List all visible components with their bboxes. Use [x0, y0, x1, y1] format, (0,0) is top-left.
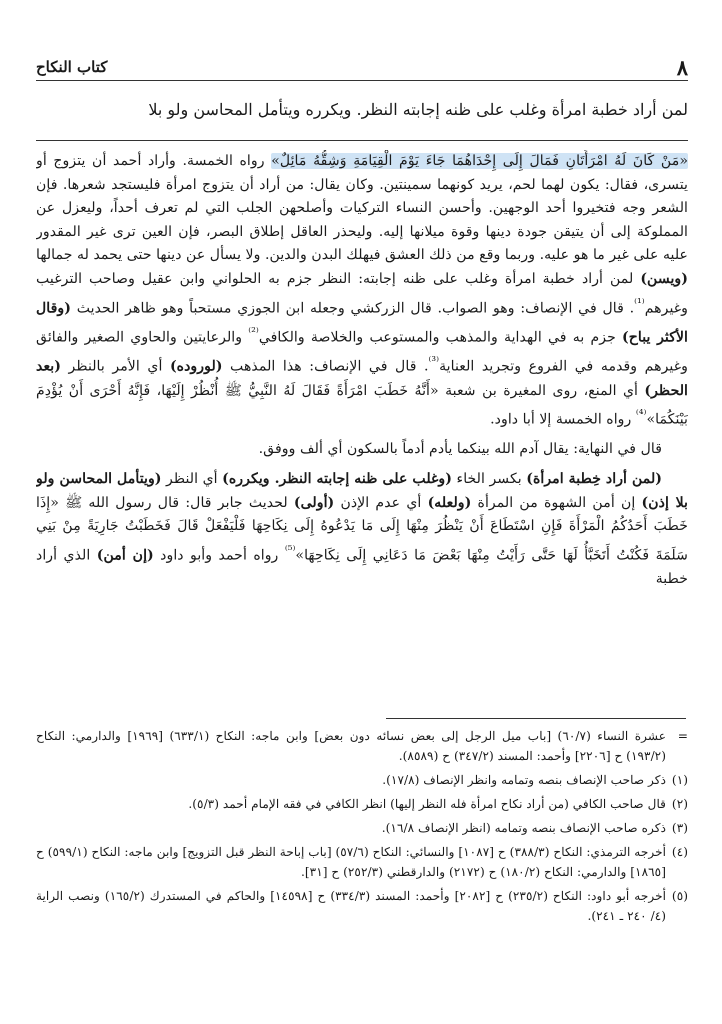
text-run: إن أمن الشهوة من المرأة — [471, 494, 642, 511]
text-run: جزم به في الهداية والمذهب والمستوعب والخلاصة والكافي — [258, 329, 623, 346]
bold-run: (ويتأمل المحاسن ولو بلا إذن) — [36, 471, 688, 511]
highlighted-hadith[interactable]: «مَنْ كَانَ لَهُ امْرَأَتَانِ فَمَالَ إِلَى إِحْدَاهُمَا جَاءَ يَوْمَ الْقِيَامَةِ وَشِقُّهُ مَائِلٌ» — [271, 153, 688, 169]
text-run: رواه أحمد وأبو داود — [153, 547, 285, 564]
bold-run: (أولى) — [293, 494, 335, 511]
bold-run: (وغلب على ظنه إجابته النظر. ويكرره) — [222, 471, 452, 488]
text-run: أي الأمر بالنظر — [60, 358, 170, 375]
text-run: أي النظر — [161, 471, 223, 488]
footnote-mark: = — [677, 729, 688, 743]
text-run: لمن أراد خطبة امرأة وغلب على ظنه إجابته: النظر جزم به الحلواني وابن عقيل وصاحب الترغيب وغيرهم — [36, 270, 688, 317]
footnote-mark: (٢) — [671, 797, 688, 811]
footnote-ref: ⁽⁵⁾ — [284, 542, 296, 557]
text-run: . قال في الإنصاف: هذا المذهب — [222, 358, 429, 375]
page-header — [36, 54, 688, 80]
bold-run: (ولعله) — [427, 494, 472, 511]
text-run: والرعايتين والحاوي الصغير والفائق وغيرهم وقدمه في الفروع وتجريد العناية — [36, 329, 688, 375]
footnote-ref: ⁽⁴⁾ — [635, 407, 647, 422]
footnote-rule — [386, 718, 686, 719]
commentary-paragraph-1 — [36, 150, 688, 432]
text-run: رواه الخمسة. وأراد أحمد أن يتزوج أو يتسرى، فقال: يكون لهما لحم، يريد كونهما سمينتين. وكان يقال: من أراد أن يتزوج امرأة فليستجد شعرها. فإن الشعر وجه فتخيروا أحد الوجهين. وأحسن النساء التركيات وأصلحهن الجلب التي لم تعرف أحداً، وليعزل عن المملوكة إلى أن يتيقن جودة دينها وقوة ميلانها إليه. وليحذر العاقل إطلاق البصر، فإن العين ترى غير المقدور عليه على غير ما هو عليه. وربما وقع من ذلك العشق فيهلك البدن والدين. ولا يسأل عن دينها حتى يحمد له جمالها — [36, 153, 688, 264]
bold-run: (لمن أراد خِطبة امرأة) — [526, 471, 662, 488]
footnote — [36, 886, 688, 926]
footnote-text: ذكر صاحب الإنصاف بنصه وتمامه وانظر الإنصاف (١٧/٨). — [382, 773, 666, 787]
footnote-mark: (٥) — [671, 889, 688, 903]
page-number: ٨ — [676, 54, 688, 80]
bold-run: (وقال الأكثر يباح) — [36, 300, 688, 346]
text-run: . قال في الإنصاف: وهو الصواب. قال الزركشي وجعله ابن الجوزي مستحباً وهو ظاهر الحديث — [70, 300, 635, 317]
footnote-ref: ⁽³⁾ — [428, 354, 440, 369]
footnotes — [36, 726, 688, 1016]
text-run: الذي أراد خطبة — [36, 547, 688, 588]
text-run: بكسر الخاء — [452, 471, 527, 488]
text-run: أي عدم الإذن — [334, 494, 428, 511]
footnote-mark: (٤) — [671, 845, 688, 859]
text-run: رواه الخمسة إلا أبا داود. — [490, 411, 636, 428]
footnote-mark: (٣) — [671, 821, 688, 835]
footnote — [36, 794, 688, 814]
footnote-text: أخرجه أبو داود: النكاح (٢٣٥/٢) ح [٢٠٨٢] وأحمد: المسند (٣٣٤/٣) ح [١٤٥٩٨] والحاكم في المستدرك (١٦٥/٢) ونصب الراية (٤/ ٢٤٠ ـ ٢٤١). — [36, 889, 667, 923]
footnote — [36, 770, 688, 790]
footnote-text: ذكره صاحب الإنصاف بنصه وتمامه (انظر الإنصاف ١٦/٨). — [381, 821, 666, 835]
footnote-ref: ⁽¹⁾ — [634, 295, 645, 310]
bold-run: (بعد الحظر) — [36, 358, 688, 399]
text-run: لحديث جابر قال: قال رسول الله ﷺ «إِذَا خَطَبَ أَحَدُكُمُ الْمَرْأَةَ فَإِنِ اسْتَطَاعَ أَنْ يَنْظُرَ مِنْهَا إِلَى مَا يَدْعُوهُ إِلَى نِكَاحِهَا فَلْيَفْعَلْ قَالَ فَخَطَبْتُ جَارِيَةً مِنْ بَنِي سَلَمَةَ فَكُنْتُ أَتَخَبَّأُ لَهَا حَتَّى رَأَيْتُ مِنْهَا بَعْضَ مَا دَعَانِي إِلَى نِكَاحِهَا» — [36, 494, 688, 564]
footnote-ref: ⁽²⁾ — [248, 324, 259, 339]
footnote-text: أخرجه الترمذي: النكاح (٣٨٨/٣) ح [١٠٨٧] والنسائي: النكاح (٥٧/٦) [باب إباحة النظر قبل التزويج] وابن ماجه: النكاح (٥٩٩/١) ح [١٨٦٥] والدارمي: النكاح (١٨٠/٢) ح (٢١٧٢) والدارقطني (٢٥٢/٣) ح [٣١]. — [36, 845, 667, 879]
matn-text: لمن أراد خطبة امرأة وغلب على ظنه إجابته النظر. ويكرره ويتأمل المحاسن ولو بلا — [148, 100, 688, 119]
bold-run: (إن أمن) — [96, 547, 154, 564]
commentary-paragraph-2: قال في النهاية: يقال آدم الله بينكما يأدم أدماً بالسكون أي ألف ووفق. — [258, 441, 662, 458]
bold-run: (لوروده) — [169, 358, 223, 375]
footnote-text: عشرة النساء (٦٠/٧) [باب ميل الرجل إلى بعض نسائه دون بعض] وابن ماجه: النكاح (٦٣٣/١) [١٩٦٩] والدارمي: النكاح (١٩٣/٢) ح [٢٢٠٦] وأحمد: المسند (٣٤٧/٢) ح (٨٥٨٩). — [36, 729, 666, 763]
footnote-mark: (١) — [671, 773, 688, 787]
commentary-paragraph-3 — [36, 468, 688, 592]
bold-run: (ويسن) — [640, 270, 688, 287]
footnote-text: قال صاحب الكافي (من أراد نكاح امرأة فله النظر إليها) انظر الكافي في فقه الإمام أحمد (٥/٣). — [188, 797, 666, 811]
footnote — [36, 842, 688, 882]
header-rule — [36, 80, 688, 81]
text-run: أي المنع، روى المغيرة بن شعبة «أَنَّهُ خَطَبَ امْرَأَةً فَقَالَ لَهُ النَّبِيُّ ﷺ أُنْظُرْ إِلَيْهَا، فَإِنَّهُ أَحْرَى أَنْ يُؤْدِمَ بَيْنَكُمَا» — [36, 382, 688, 428]
matn-rule — [36, 140, 688, 141]
footnote — [36, 726, 688, 766]
commentary-body — [36, 150, 688, 702]
footnote — [36, 818, 688, 838]
book-title: كتاب النكاح — [36, 58, 108, 76]
